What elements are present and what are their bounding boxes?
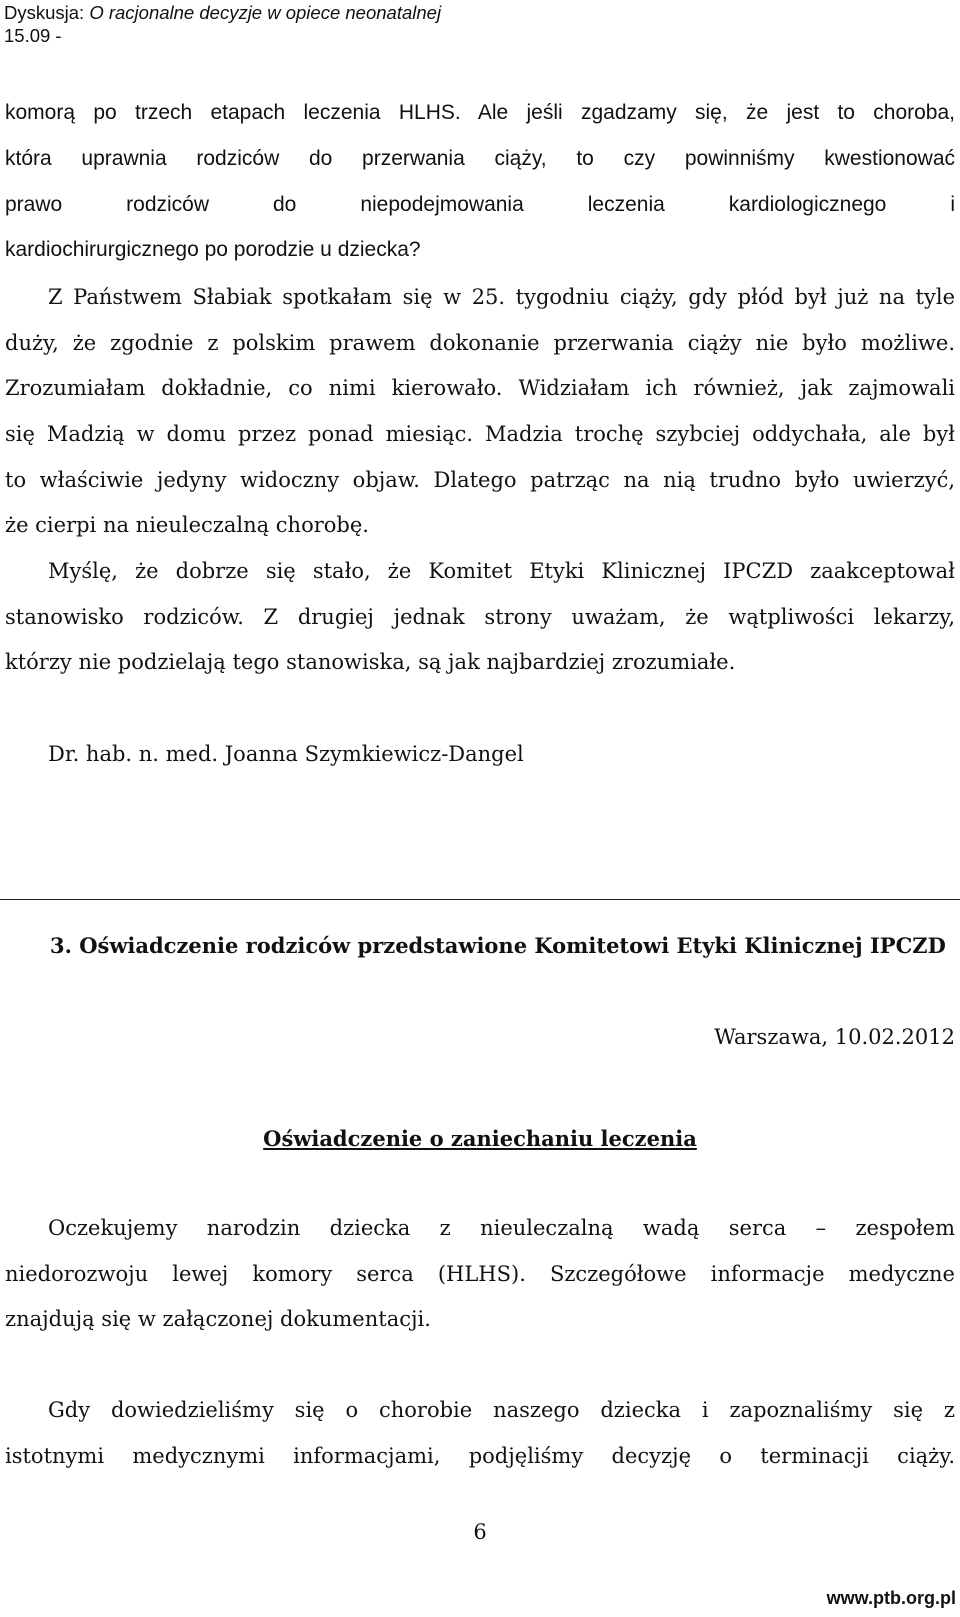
paragraph-line: istotnymi medycznymi informacjami, podjęliśmy decyzję o terminacji ciąży. (5, 1444, 955, 1468)
footer-url: www.ptb.org.pl (826, 1588, 956, 1608)
paragraph-line: duży, że zgodnie z polskim prawem dokonanie przerwania ciąży nie było możliwe. (5, 331, 955, 355)
paragraph-line: znajdują się w załączonej dokumentacji. (5, 1307, 431, 1331)
header-date: 15.09 - (4, 25, 62, 46)
running-header (4, 2, 441, 24)
section-divider (0, 899, 960, 900)
header-title: O racjonalne decyzje w opiece neonatalnej (89, 2, 442, 23)
signature: Dr. hab. n. med. Joanna Szymkiewicz-Dangel (48, 742, 524, 766)
paragraph-line: niedorozwoju lewej komory serca (HLHS). Szczegółowe informacje medyczne (5, 1262, 955, 1286)
paragraph-line: która uprawnia rodziców do przerwania ciąży, to czy powinniśmy kwestionować (5, 147, 955, 170)
paragraph-line: Z Państwem Słabiak spotkałam się w 25. tygodniu ciąży, gdy płód był już na tyle (48, 285, 955, 309)
page-number: 6 (473, 1520, 487, 1544)
paragraph-line: że cierpi na nieuleczalną chorobę. (5, 513, 369, 537)
paragraph-line: Oczekujemy narodzin dziecka z nieuleczalną wadą serca – zespołem (48, 1216, 955, 1240)
paragraph-line: którzy nie podzielają tego stanowiska, są jak najbardziej zrozumiałe. (5, 650, 736, 674)
place-date: Warszawa, 10.02.2012 (714, 1025, 955, 1049)
header-prefix: Dyskusja: (4, 2, 90, 23)
paragraph-line: Gdy dowiedzieliśmy się o chorobie naszego dziecka i zapoznaliśmy się z (48, 1398, 955, 1422)
paragraph-line: prawo rodziców do niepodejmowania leczenia kardiologicznego i (5, 193, 955, 216)
section-heading: 3. Oświadczenie rodziców przedstawione Komitetowi Etyki Klinicznej IPCZD (50, 933, 946, 958)
paragraph-line: Zrozumiałam dokładnie, co nimi kierowało. Widziałam ich również, jak zajmowali (5, 376, 955, 400)
paragraph-line: to właściwie jedyny widoczny objaw. Dlatego patrząc na nią trudno było uwierzyć, (5, 468, 955, 492)
paragraph-line: kardiochirurgicznego po porodzie u dziecka? (5, 238, 421, 261)
paragraph-line: się Madzią w domu przez ponad miesiąc. Madzia trochę szybciej oddychała, ale był (5, 422, 955, 446)
paragraph-line: stanowisko rodziców. Z drugiej jednak strony uważam, że wątpliwości lekarzy, (5, 605, 955, 629)
paragraph-line: Myślę, że dobrze się stało, że Komitet Etyki Klinicznej IPCZD zaakceptował (48, 559, 955, 583)
paragraph-line: komorą po trzech etapach leczenia HLHS. Ale jeśli zgadzamy się, że jest to choroba, (5, 101, 955, 124)
statement-title: Oświadczenie o zaniechaniu leczenia (263, 1126, 697, 1151)
